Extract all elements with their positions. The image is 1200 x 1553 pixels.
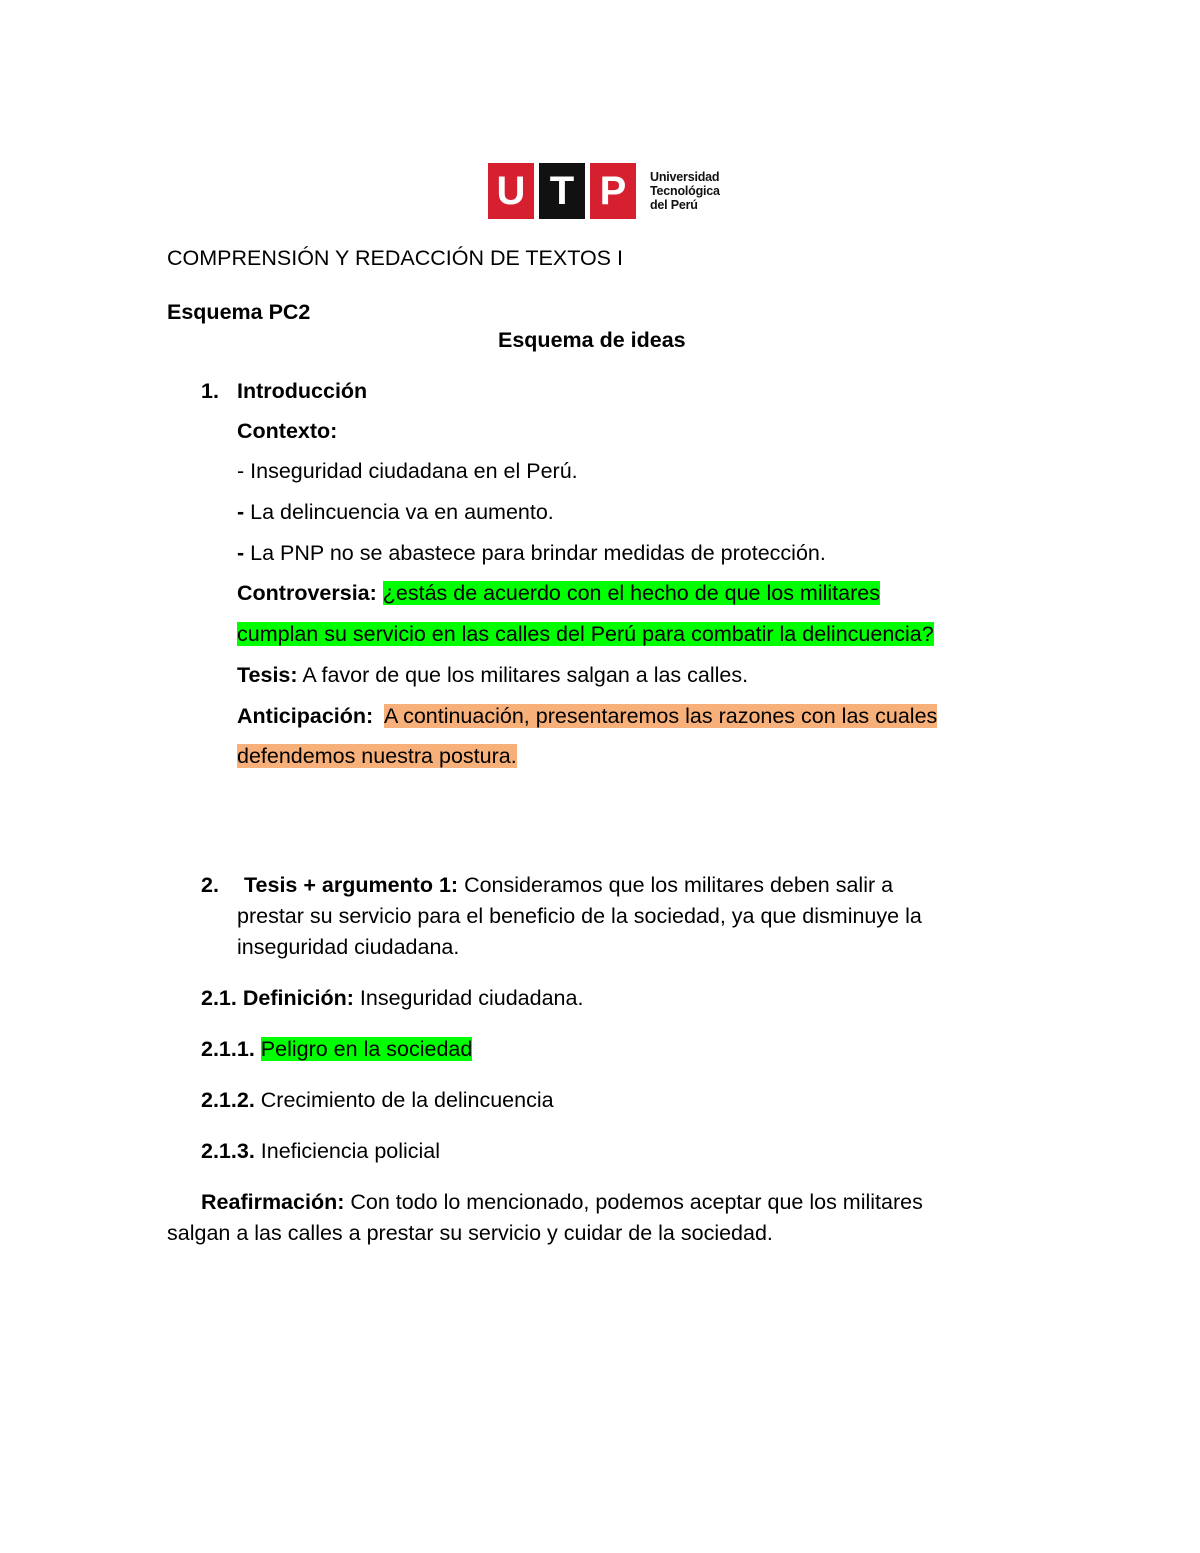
- logo-text-line: del Perú: [650, 198, 698, 212]
- subpoint-label: 2.1.3.: [201, 1139, 255, 1163]
- section-2-line: prestar su servicio para el beneficio de la sociedad, ya que disminuye la: [237, 904, 922, 928]
- document-subtitle: [167, 297, 310, 327]
- section-1-title: [237, 376, 367, 406]
- number-text: 1.: [201, 379, 219, 403]
- definition-line: [201, 983, 583, 1013]
- logo-letter-p: P: [590, 163, 636, 219]
- thesis-line: [237, 660, 748, 690]
- logo-letter-u: U: [488, 163, 534, 219]
- logo-letter-t: T: [539, 163, 585, 219]
- controversy-line: [237, 578, 880, 608]
- highlight-text: A continuación, presentaremos las razones con las cuales: [383, 704, 938, 728]
- course-title: COMPRENSIÓN Y REDACCIÓN DE TEXTOS I: [167, 246, 623, 270]
- reaffirmation-text: Con todo lo mencionado, podemos aceptar que los militares: [350, 1190, 923, 1214]
- heading-text: Esquema de ideas: [498, 328, 686, 352]
- thesis-text: A favor de que los militares salgan a las calles.: [302, 663, 749, 687]
- section-2-number: [201, 870, 219, 900]
- reaffirmation-line: salgan a las calles a prestar su servicio y cuidar de la sociedad.: [167, 1221, 773, 1245]
- section-2-label: Tesis + argumento 1:: [244, 873, 459, 897]
- context-label: [237, 416, 337, 446]
- controversy-label: Controversia:: [237, 581, 377, 605]
- subpoint-line: [201, 1034, 472, 1064]
- thesis-label: Tesis:: [237, 663, 298, 687]
- definition-label: 2.1. Definición:: [201, 986, 354, 1010]
- context-item: - Inseguridad ciudadana en el Perú.: [237, 459, 578, 483]
- subpoint-label: 2.1.2.: [201, 1088, 255, 1112]
- number-text: 2.: [201, 873, 219, 897]
- logo-text-line: Tecnológica: [650, 184, 720, 198]
- subpoint-line: [201, 1085, 554, 1115]
- subpoint-label: 2.1.1.: [201, 1037, 255, 1061]
- utp-logo: [488, 163, 720, 219]
- line-text: Consideramos que los militares deben salir a: [464, 873, 894, 897]
- subtitle-text: Esquema PC2: [167, 300, 311, 324]
- context-item: [237, 538, 826, 568]
- item-text: La PNP no se abastece para brindar medidas de protección.: [250, 541, 826, 565]
- highlight-text: Peligro en la sociedad: [260, 1037, 473, 1061]
- anticipation-line: [237, 741, 517, 771]
- section-2-line: [244, 870, 893, 900]
- dash: -: [237, 541, 245, 565]
- subpoint-text: Crecimiento de la delincuencia: [260, 1088, 554, 1112]
- anticipation-line: [237, 701, 937, 731]
- logo-text-line: Universidad: [650, 170, 720, 184]
- highlight-text: ¿estás de acuerdo con el hecho de que los militares: [382, 581, 880, 605]
- context-item: [237, 497, 554, 527]
- anticipation-label: Anticipación:: [237, 704, 374, 728]
- item-text: La delincuencia va en aumento.: [250, 500, 554, 524]
- subpoint-text: Ineficiencia policial: [260, 1139, 441, 1163]
- section-2-line: inseguridad ciudadana.: [237, 935, 460, 959]
- highlight-text: defendemos nuestra postura.: [237, 744, 517, 768]
- highlight-text: cumplan su servicio en las calles del Perú para combatir la delincuencia?: [237, 622, 934, 646]
- subpoint-line: [201, 1136, 440, 1166]
- controversy-line: [237, 619, 934, 649]
- definition-text: Inseguridad ciudadana.: [359, 986, 584, 1010]
- title-text: Introducción: [237, 379, 368, 403]
- label-text: Contexto:: [237, 419, 338, 443]
- dash: -: [237, 500, 245, 524]
- reaffirmation-label: Reafirmación:: [201, 1190, 345, 1214]
- outline-heading: [498, 325, 686, 355]
- logo-text: [650, 170, 720, 212]
- reaffirmation-line: [201, 1187, 923, 1217]
- section-1-number: [201, 376, 219, 406]
